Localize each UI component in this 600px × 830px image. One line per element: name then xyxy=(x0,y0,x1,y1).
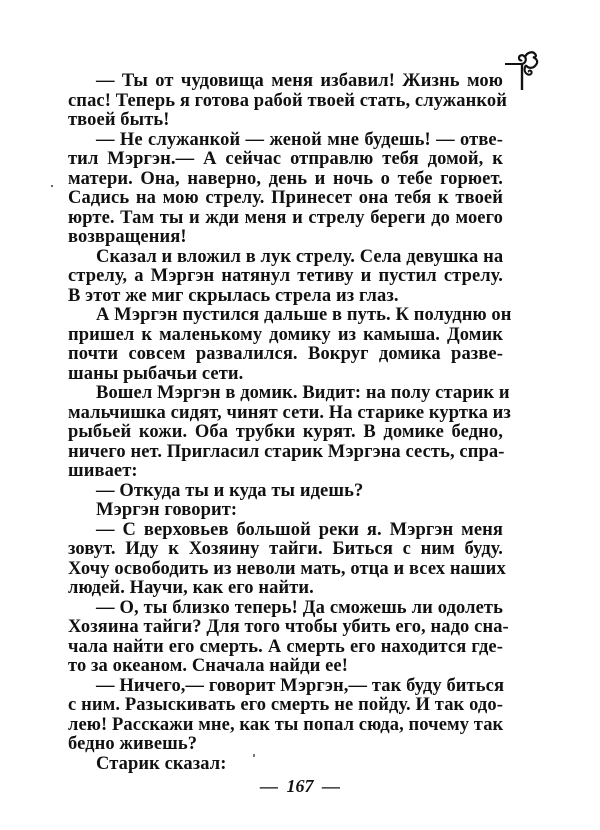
text-line: — Откуда ты и куда ты идешь? xyxy=(96,480,364,501)
scroll-flourish-ornament-icon xyxy=(505,48,545,92)
text-line: — С верховьев большой реки я. Мэргэн меня xyxy=(96,519,503,540)
text-line: рыбьей кожи. Оба трубки курят. В домике бедно, xyxy=(68,422,503,442)
text-line: Старик сказал: xyxy=(96,753,227,774)
text-line: — Не служанкой — женой мне будешь! — отве- xyxy=(96,129,503,150)
text-line: стрелу, а Мэргэн натянул тетиву и пустил стрелу. xyxy=(68,266,503,286)
text-line: шаны рыбачьи сети. xyxy=(68,363,244,384)
text-line: твоей быть! xyxy=(68,110,170,130)
text-line: чала найти его смерть. А смерть его находится где- xyxy=(68,636,503,657)
text-line: Сказал и вложил в лук стрелу. Села девушка на xyxy=(96,246,504,267)
scan-speck xyxy=(51,185,53,187)
text-line: А Мэргэн пустился дальше в путь. К полудню он xyxy=(96,305,512,325)
text-line: — Ты от чудовища меня избавил! Жизнь мою xyxy=(96,71,503,91)
page-number-dash-right: — xyxy=(322,776,340,796)
text-line: матери. Она, наверно, день и ночь о тебе горюет. xyxy=(68,168,503,189)
text-line: зовут. Иду к Хозяину тайги. Биться с ним буду. xyxy=(68,539,503,559)
text-line: Садись на мою стрелу. Принесет она тебя к твоей xyxy=(68,188,503,208)
body-text xyxy=(68,71,512,774)
text-line: почти совсем развалился. Вокруг домика разве- xyxy=(68,344,503,364)
text-line: В этот же миг скрылась стрела из глаз. xyxy=(68,285,399,306)
text-line: юрте. Там ты и жди меня и стрелу береги до моего xyxy=(68,207,503,228)
text-line: ничего нет. Пригласил старик Мэргэна сесть, спра- xyxy=(68,441,505,462)
page-number-dash-left: — xyxy=(260,776,278,796)
text-line: Хозяина тайги? Для того чтобы убить его, надо сна- xyxy=(68,617,509,637)
text-line: людей. Научи, как его найти. xyxy=(68,578,314,598)
page-number xyxy=(0,776,600,797)
text-line: тил Мэргэн.— А сейчас отправлю тебя домой, к xyxy=(68,149,503,169)
text-line: Мэргэн говорит: xyxy=(96,500,238,520)
text-line: бедно живешь? xyxy=(68,734,198,754)
text-line: шивает: xyxy=(68,461,138,481)
text-line: — О, ты близко теперь! Да сможешь ли одолеть xyxy=(96,597,503,618)
text-line: мальчишка сидят, чинят сети. На старике куртка из xyxy=(68,402,511,423)
text-line: спас! Теперь я готова рабой твоей стать, служанкой xyxy=(68,90,508,111)
text-line: Вошел Мэргэн в домик. Видит: на полу старик и xyxy=(96,383,510,403)
text-line: лею! Расскажи мне, как ты попал сюда, почему так xyxy=(68,714,504,735)
text-line: пришел к маленькому домику из камыша. Домик xyxy=(68,324,503,345)
text-line: возвращения! xyxy=(68,227,187,247)
text-line: то за океаном. Сначала найди ее! xyxy=(68,656,348,676)
text-line: — Ничего,— говорит Мэргэн,— так буду биться xyxy=(96,675,505,696)
text-line: Хочу освободить из неволи мать, отца и всех наших xyxy=(68,558,506,579)
text-line: с ним. Разыскивать его смерть не пойду. И так одо- xyxy=(68,695,503,715)
page-number-value: 167 xyxy=(286,776,314,796)
